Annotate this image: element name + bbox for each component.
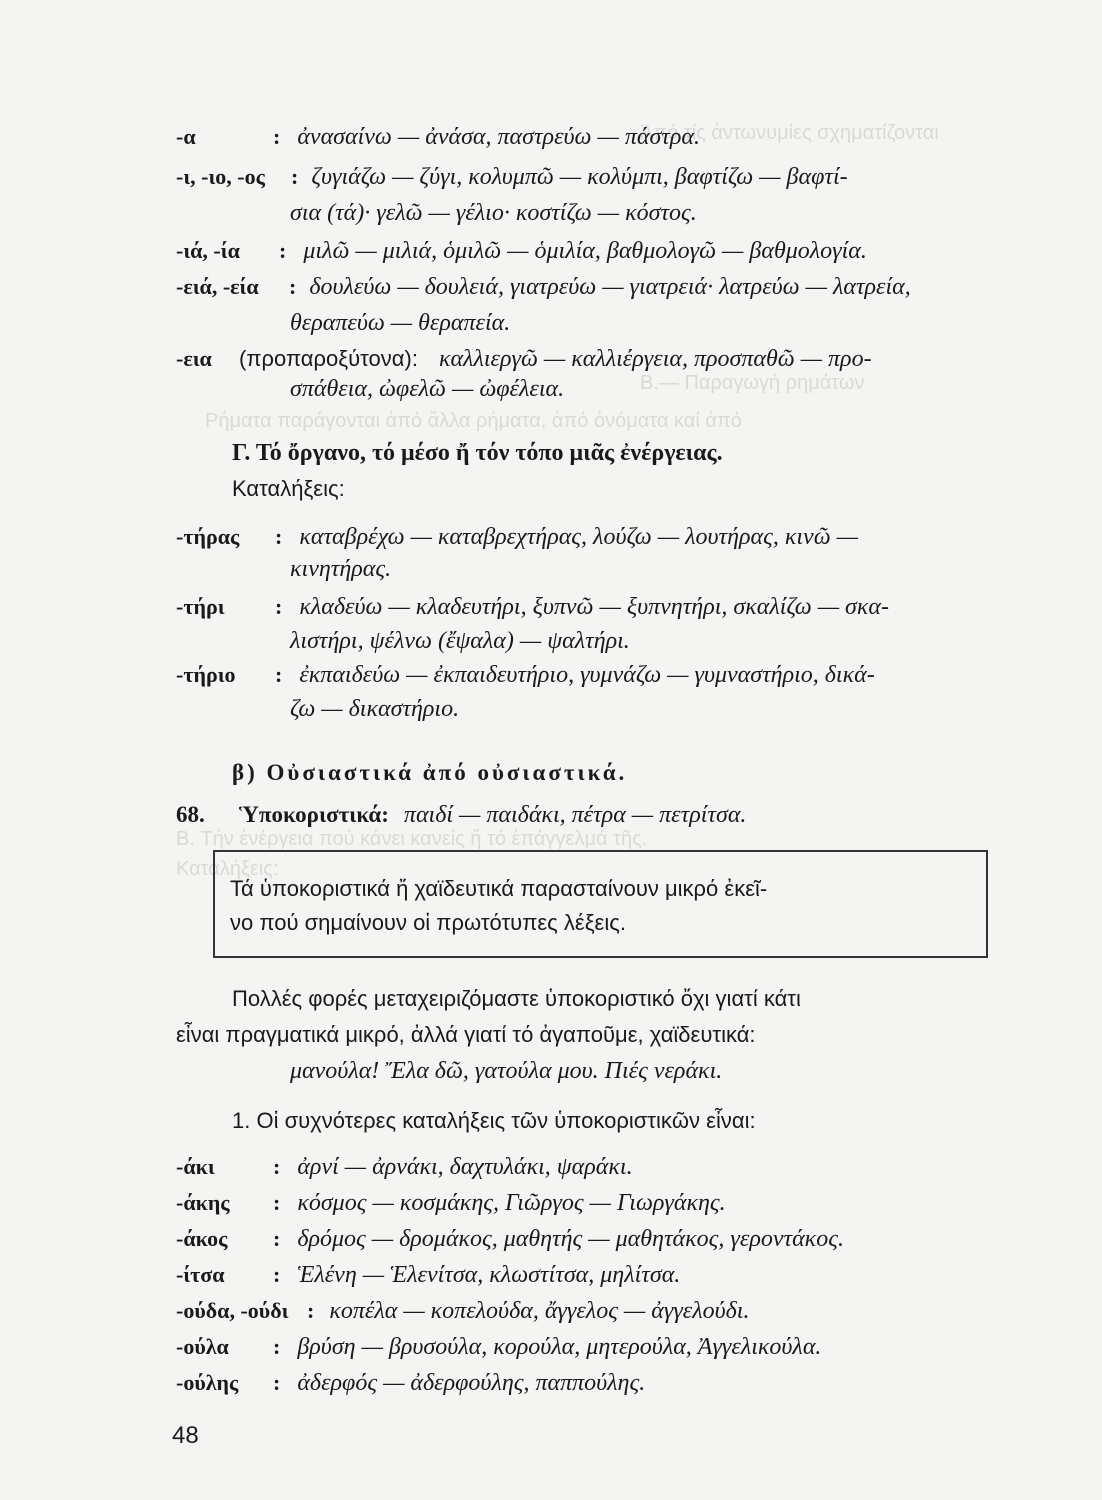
ending-examples: κινητήρας.: [290, 556, 392, 582]
ending-colon: :: [273, 124, 281, 149]
bleed-through-text: Ἀπό τίς ἀντωνυμίες σχηματίζονται: [640, 122, 939, 144]
ending-examples: λιστήρι, ψέλνω (ἔψαλα) — ψαλτήρι.: [290, 628, 630, 654]
ending-row: [176, 236, 1030, 267]
ending-label: -τήρας: [176, 524, 240, 549]
ending-colon: :: [273, 1370, 281, 1395]
ending-row: [176, 592, 1030, 623]
ending-row: [176, 344, 1030, 375]
ending-examples: ζυγιάζω — ζύγι, κολυμπῶ — κολύμπι, βαφτίζω — βαφτί-: [311, 164, 848, 190]
ending-colon: :: [279, 238, 287, 263]
paragraph-example: μανούλα! Ἔλα δῶ, γατούλα μου. Πιές νεράκι.: [290, 1058, 723, 1084]
rule-line: νο πού σημαίνουν οἱ πρωτότυπες λέξεις.: [230, 910, 626, 935]
page-number: 48: [172, 1422, 199, 1449]
ending-continuation: [290, 374, 1030, 405]
ending-continuation: [290, 308, 1030, 339]
diminutives-examples: παιδί — παιδάκι, πέτρα — πετρίτσα.: [403, 802, 747, 828]
ending-colon: :: [273, 1226, 281, 1251]
ending-row: [176, 660, 1030, 691]
ending-colon: :: [273, 1262, 281, 1287]
diminutives-heading-row: [176, 800, 1030, 831]
bleed-through-text: Καταλήξεις:: [176, 858, 279, 880]
section-b-title: β) Οὐσιαστικά ἀπό οὐσιαστικά.: [232, 760, 628, 785]
ending-examples: ἀνασαίνω — ἀνάσα, παστρεύω — πάστρα.: [297, 124, 700, 150]
paragraph-line: εἶναι πραγματικά μικρό, ἀλλά γιατί τό ἀγαποῦμε, χαϊδευτικά:: [176, 1022, 756, 1047]
ending-row: [176, 162, 1030, 193]
ending-examples: ἐκπαιδεύω — ἐκπαιδευτήριο, γυμνάζω — γυμναστήριο, δικά-: [299, 662, 875, 688]
paragraph-line: Πολλές φορές μεταχειριζόμαστε ὑποκοριστικό ὄχι γιατί κάτι: [232, 986, 801, 1011]
ending-examples: δρόμος — δρομάκος, μαθητής — μαθητάκος, γεροντάκος.: [297, 1226, 844, 1252]
ending-label: -άκος: [176, 1226, 228, 1251]
ending-colon: :: [275, 662, 283, 687]
ending-examples: κοπέλα — κοπελούδα, ἄγγελος — ἀγγελούδι.: [329, 1298, 750, 1324]
ending-row: [176, 522, 1030, 553]
ending-label: -ούδα, -ούδι: [176, 1298, 289, 1323]
ending-examples: ζω — δικαστήριο.: [290, 696, 460, 722]
bleed-through-text: Ρήματα παράγονται ἀπό ἄλλα ρήματα, ἀπό ὀνόματα καί ἀπό: [205, 410, 742, 432]
rule-text: [230, 872, 970, 940]
ending-examples: καλλιεργῶ — καλλιέργεια, προσπαθῶ — προ-: [438, 346, 872, 372]
ending-label: -ι, -ιο, -ος: [176, 164, 265, 189]
ending-examples: σια (τά)· γελῶ — γέλιο· κοστίζω — κόστος.: [290, 200, 697, 226]
paragraph-number: 68.: [176, 802, 205, 827]
ending-continuation: [290, 694, 1030, 725]
ending-label: -άκι: [176, 1154, 215, 1179]
ending-label: -ούλα: [176, 1334, 229, 1359]
ending-examples: ἀρνί — ἀρνάκι, δαχτυλάκι, ψαράκι.: [297, 1154, 633, 1180]
rule-line: Τά ὑποκοριστικά ἤ χαϊδευτικά παρασταίνουν μικρό ἐκεῖ-: [230, 876, 768, 901]
ending-label: -εια: [176, 346, 212, 371]
ending-colon: :: [273, 1154, 281, 1179]
ending-label: -ιά, -ία: [176, 238, 240, 263]
ending-examples: μιλῶ — μιλιά, ὁμιλῶ — ὁμιλία, βαθμολογῶ — βαθμολογία.: [303, 238, 867, 264]
ending-colon: :: [291, 164, 299, 189]
bleed-through-text: B. Τήν ἐνέργεια πού κάνει κανείς ἤ τό ἐπάγγελμά τῆς.: [176, 828, 648, 850]
diminutives-subtitle: Ὑποκοριστικά:: [239, 802, 389, 827]
ending-row: [176, 1368, 1030, 1399]
ending-continuation: [290, 554, 1030, 585]
bleed-through-text: Β.— Παραγωγή ρημάτων: [640, 372, 865, 394]
ending-label: -τήρι: [176, 594, 225, 619]
ending-row: [176, 1332, 1030, 1363]
ending-examples: κόσμος — κοσμάκης, Γιῶργος — Γιωργάκης.: [297, 1190, 726, 1216]
ending-examples: κλαδεύω — κλαδευτήρι, ξυπνῶ — ξυπνητήρι, σκαλίζω — σκα-: [299, 594, 889, 620]
ending-label: -α: [176, 124, 196, 149]
ending-examples: Ἑλένη — Ἑλενίτσα, κλωστίτσα, μηλίτσα.: [297, 1262, 681, 1288]
ending-label: -ούλης: [176, 1370, 239, 1395]
ending-row: [176, 1152, 1030, 1183]
ending-examples: σπάθεια, ὠφελῶ — ὠφέλεια.: [290, 376, 565, 402]
section-g-endings-label: Καταλήξεις:: [232, 476, 345, 501]
ending-examples: δουλεύω — δουλειά, γιατρεύω — γιατρειά· λατρεύω — λατρεία,: [309, 274, 911, 300]
ending-label: -ίτσα: [176, 1262, 225, 1287]
section-g-title: Γ. Τό ὄργανο, τό μέσο ἤ τόν τόπο μιᾶς ἐνέργειας.: [232, 440, 723, 466]
ending-colon: :: [273, 1190, 281, 1215]
ending-row: [176, 1188, 1030, 1219]
ending-colon: :: [275, 594, 283, 619]
ending-colon: :: [289, 274, 297, 299]
ending-label: -τήριο: [176, 662, 236, 687]
ending-label: -ειά, -εία: [176, 274, 259, 299]
ending-row: [176, 1296, 1030, 1327]
ending-continuation: [290, 626, 1030, 657]
ending-examples: θεραπεύω — θεραπεία.: [290, 310, 511, 336]
ending-examples: βρύση — βρυσούλα, κορούλα, μητερούλα, Ἀγγελικούλα.: [297, 1334, 822, 1360]
ending-colon: :: [273, 1334, 281, 1359]
ending-colon: :: [307, 1298, 315, 1323]
list-intro: 1. Οἱ συχνότερες καταλήξεις τῶν ὑποκοριστικῶν εἶναι:: [232, 1108, 756, 1133]
ending-examples: καταβρέχω — καταβρεχτήρας, λούζω — λουτήρας, κινῶ —: [299, 524, 858, 550]
ending-continuation: [290, 198, 1030, 229]
ending-label: -άκης: [176, 1190, 230, 1215]
ending-colon: :: [275, 524, 283, 549]
ending-row: [176, 122, 1030, 153]
ending-note: (προπαροξύτονα):: [239, 346, 418, 371]
ending-examples: ἀδερφός — ἀδερφούλης, παππούλης.: [297, 1370, 646, 1396]
ending-row: [176, 272, 1030, 303]
ending-row: [176, 1224, 1030, 1255]
ending-row: [176, 1260, 1030, 1291]
